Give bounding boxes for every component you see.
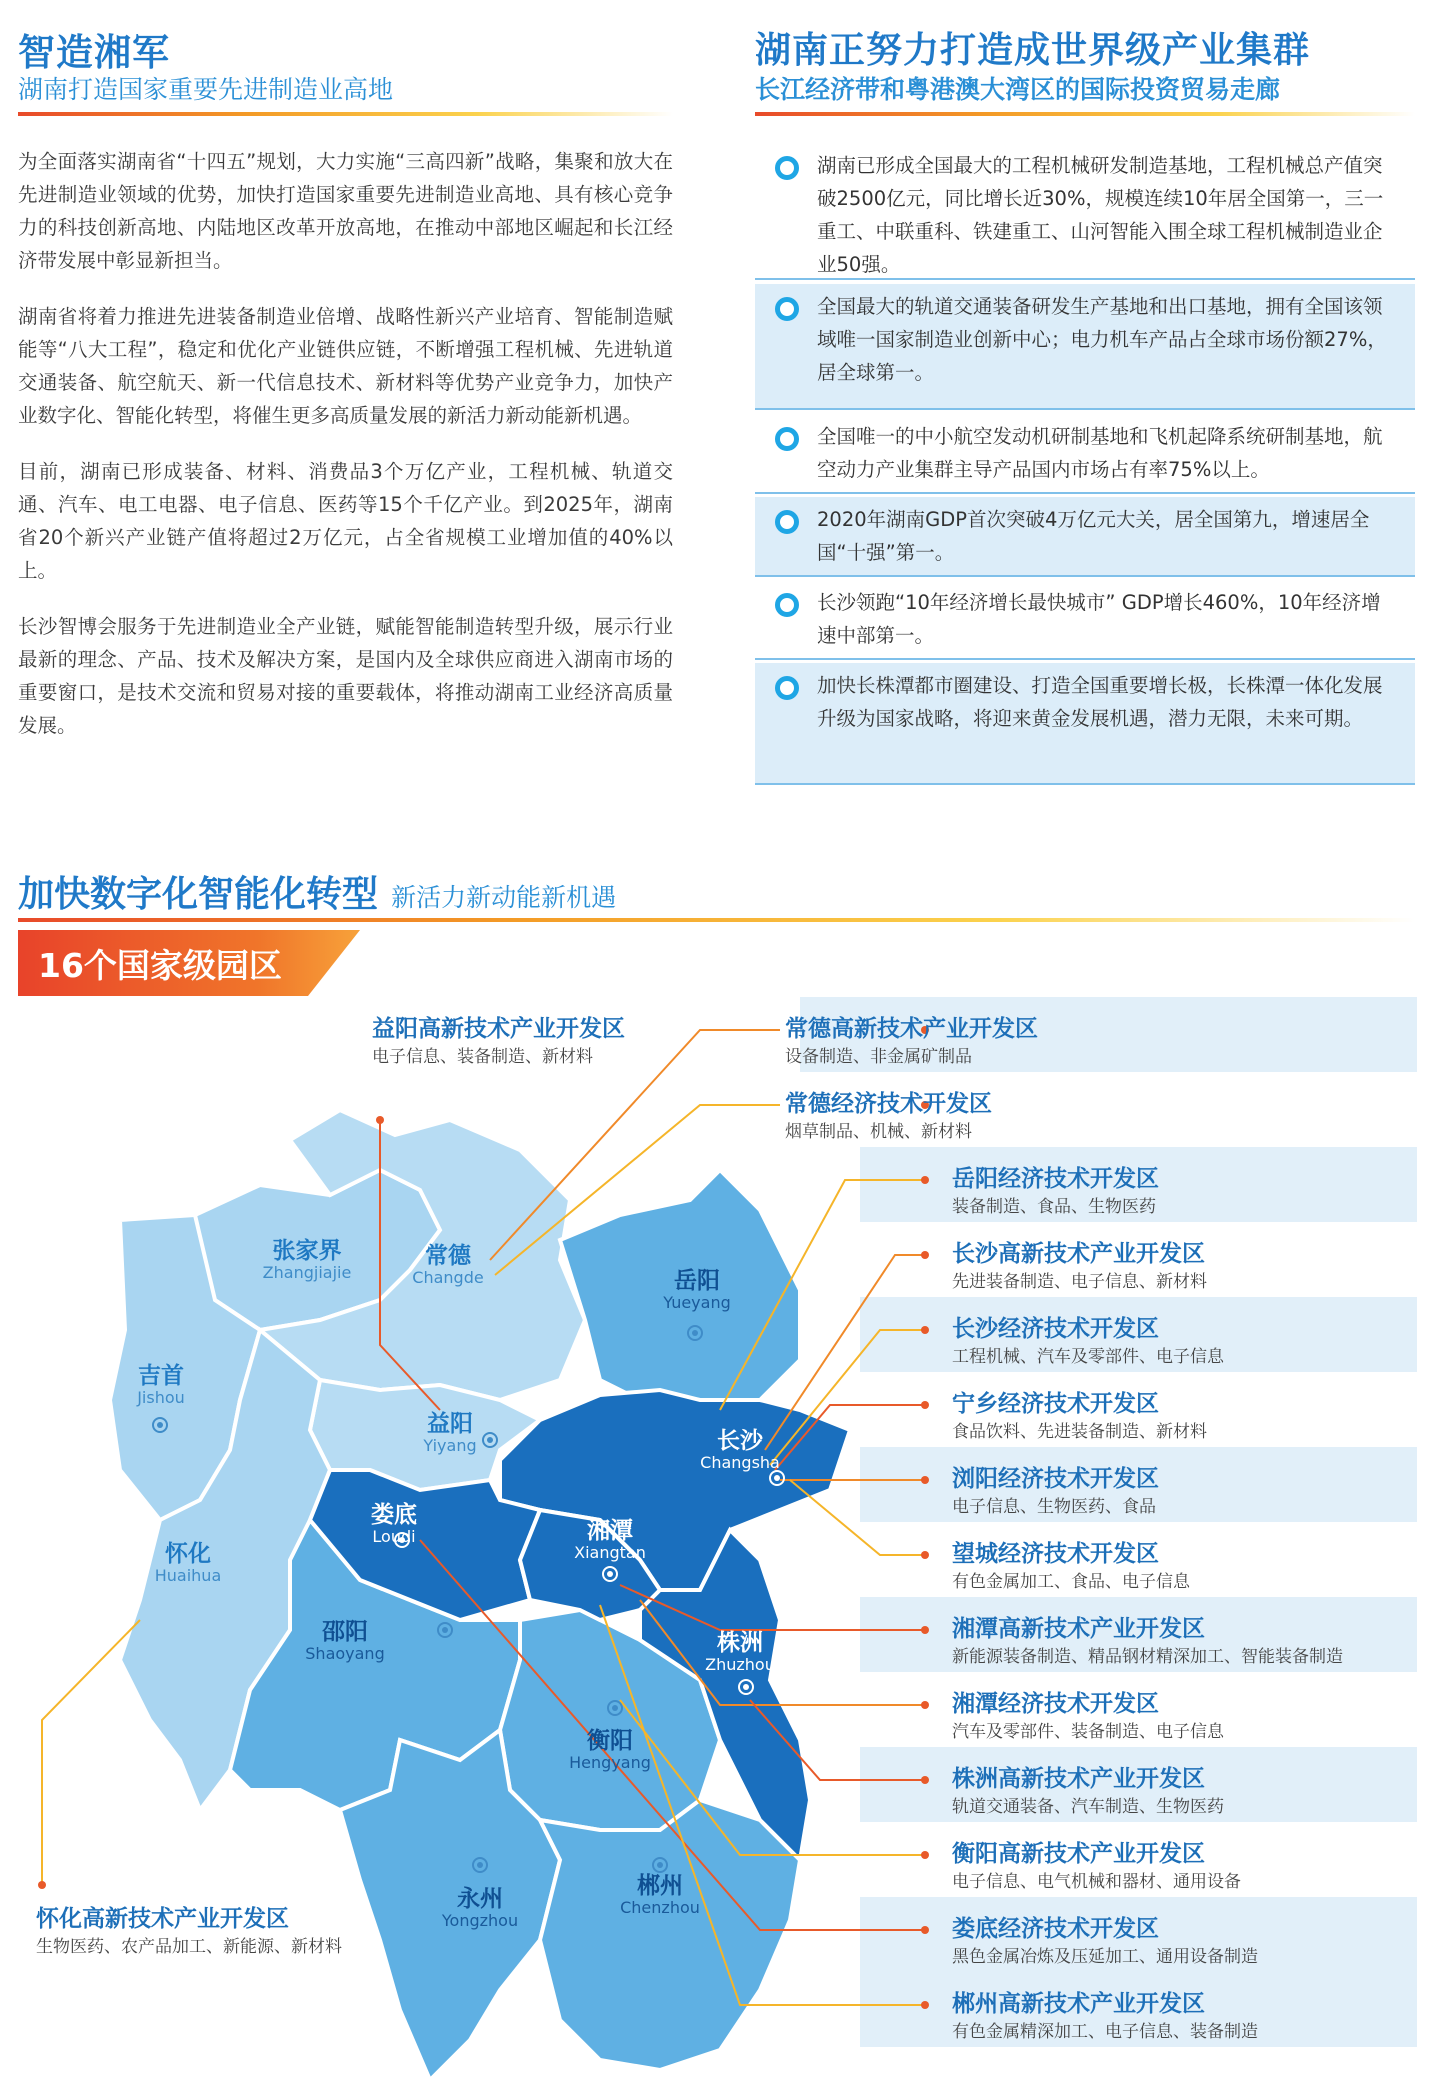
zone-industries: 电子信息、电气机械和器材、通用设备: [952, 1872, 1241, 1892]
zone-name: 怀化高新技术产业开发区: [36, 1906, 289, 1932]
bullet-ring-icon: [775, 510, 799, 534]
left-paragraph: 为全面落实湖南省“十四五”规划，大力实施“三高四新”战略，集聚和放大在先进制造业领域的优势，加快打造国家重要先进制造业高地、具有核心竞争力的科技创新高地、内陆地区改革开放高地，在推动中部地区崛起和长江经济带发展中彰显新担当。: [18, 150, 673, 272]
zone-industries: 有色金属精深加工、电子信息、装备制造: [952, 2022, 1258, 2042]
city-name: 邵阳: [322, 1619, 368, 1645]
leader-line: [720, 1180, 925, 1410]
section-heading: [18, 866, 616, 917]
left-paragraph: 湖南省将着力推进先进装备制造业倍增、战略性新兴产业培育、智能制造赋能等“八大工程”，稳定和优化产业链供应链，不断增强工程机械、先进轨道交通装备、航空航天、新一代信息技术、新材料等优势产业竞争力，加快产业数字化、智能化转型，将催生更多高质量发展的新活力新动能新机遇。: [18, 305, 673, 427]
zone-industries: 烟草制品、机械、新材料: [785, 1122, 972, 1142]
city-pinyin: Chenzhou: [620, 1898, 700, 1917]
city-pinyin: Changde: [412, 1268, 484, 1287]
fact-item: [755, 284, 1415, 410]
zone-industries: 有色金属加工、食品、电子信息: [952, 1572, 1190, 1592]
zone-name: 湘潭高新技术产业开发区: [952, 1616, 1205, 1642]
left-paragraph: 目前，湖南已形成装备、材料、消费品3个万亿产业，工程机械、轨道交通、汽车、电工电器、电子信息、医药等15个千亿产业。到2025年，湖南省20个新兴产业链产值将超过2万亿元，占全省规模工业增加值的40%以上。: [18, 460, 673, 582]
leader-dot: [921, 1401, 929, 1409]
fact-item: [755, 580, 1415, 660]
leader-line: [790, 1480, 925, 1555]
city-label-chenzhou: [620, 1867, 700, 1917]
zone-industries: 工程机械、汽车及零部件、电子信息: [952, 1347, 1224, 1367]
city-label-zhangjiajie: [263, 1232, 352, 1282]
city-name: 湘潭: [586, 1518, 633, 1544]
city-name: 岳阳: [674, 1268, 720, 1294]
fact-item: [755, 497, 1415, 577]
zone-name: 常德经济技术开发区: [785, 1091, 992, 1117]
zone-name: 娄底经济技术开发区: [952, 1916, 1159, 1942]
city-pinyin: Shaoyang: [305, 1644, 385, 1663]
zone-name: 湘潭经济技术开发区: [952, 1691, 1159, 1717]
city-name: 怀化: [164, 1541, 211, 1567]
city-name: 长沙: [716, 1428, 763, 1454]
city-pinyin: Yiyang: [423, 1436, 477, 1455]
city-label-xiangtan: [574, 1512, 646, 1562]
city-pinyin: Loudi: [372, 1527, 416, 1546]
fact-text: 2020年湖南GDP首次突破4万亿元大关，居全国第九，增速居全国“十强”第一。: [817, 508, 1370, 564]
zone-name: 株洲高新技术产业开发区: [952, 1766, 1205, 1792]
city-label-yiyang: [423, 1405, 476, 1455]
zone-name: 宁乡经济技术开发区: [952, 1391, 1159, 1417]
zone-industries: 新能源装备制造、精品钢材精深加工、智能装备制造: [952, 1647, 1343, 1667]
leader-line: [42, 1620, 140, 1885]
zone-industries: 先进装备制造、电子信息、新材料: [952, 1272, 1207, 1292]
leader-dot: [921, 1926, 929, 1934]
city-label-shaoyang: [305, 1613, 384, 1663]
zone-name: 长沙高新技术产业开发区: [952, 1241, 1205, 1267]
park-count-badge: [18, 930, 360, 996]
section-subtitle: 新活力新动能新机遇: [391, 883, 617, 912]
leader-line: [770, 1330, 925, 1465]
left-body: [18, 145, 673, 765]
fact-item: [755, 414, 1415, 494]
city-pinyin: Changsha: [700, 1453, 780, 1472]
zone-industries: 生物医药、农产品加工、新能源、新材料: [36, 1937, 342, 1957]
city-pinyin: Xiangtan: [574, 1543, 646, 1562]
zone-name: 岳阳经济技术开发区: [952, 1166, 1159, 1192]
zone-name: 长沙经济技术开发区: [952, 1316, 1159, 1342]
left-subtitle: 湖南打造国家重要先进制造业高地: [18, 75, 394, 104]
city-label-loudi: [371, 1496, 417, 1546]
section-title-bar: [18, 918, 1415, 922]
leader-dot: [921, 1626, 929, 1634]
section-title: 加快数字化智能化转型: [18, 874, 379, 915]
leader-dot: [921, 1701, 929, 1709]
zone-industries: 装备制造、食品、生物医药: [952, 1197, 1156, 1217]
leader-dot: [921, 1326, 929, 1334]
city-pinyin: Yongzhou: [441, 1911, 519, 1930]
city-label-changde: [412, 1237, 483, 1287]
zone-industries: 汽车及零部件、装备制造、电子信息: [952, 1722, 1224, 1742]
city-name: 永州: [456, 1886, 503, 1912]
leader-dot: [921, 1776, 929, 1784]
left-paragraph: 长沙智博会服务于先进制造业全产业链，赋能智能制造转型升级，展示行业最新的理念、产品、技术及解决方案，是国内及全球供应商进入湖南市场的重要窗口，是技术交流和贸易对接的重要载体，将推动湖南工业经济高质量发展。: [18, 615, 673, 737]
city-label-yongzhou: [442, 1880, 518, 1930]
city-name: 吉首: [137, 1363, 184, 1389]
fact-item: [755, 143, 1415, 280]
zone-industries: 电子信息、装备制造、新材料: [372, 1047, 593, 1067]
zone-name: 浏阳经济技术开发区: [952, 1466, 1159, 1492]
zone-name: 常德高新技术产业开发区: [785, 1016, 1038, 1042]
city-name: 株洲: [717, 1630, 763, 1656]
leader-dot: [38, 1881, 46, 1889]
city-pinyin: Hengyang: [569, 1753, 651, 1772]
leader-line: [750, 1700, 925, 1780]
bullet-ring-icon: [775, 156, 799, 180]
city-label-zhuzhou: [705, 1624, 775, 1674]
fact-text: 湖南已形成全国最大的工程机械研发制造基地，工程机械总产值突破2500亿元，同比增长近30%，规模连续10年居全国第一，三一重工、中联重科、铁建重工、山河智能入围全球工程机械制造业企业50强。: [817, 154, 1384, 276]
right-title: 湖南正努力打造成世界级产业集群: [755, 30, 1311, 71]
leader-line: [775, 1405, 925, 1470]
leader-dot: [921, 1476, 929, 1484]
fact-text: 长沙领跑“10年经济增长最快城市” GDP增长460%，10年经济增速中部第一。: [817, 591, 1381, 647]
city-name: 益阳: [427, 1411, 473, 1437]
zone-industries: 电子信息、生物医药、食品: [952, 1497, 1156, 1517]
leader-dot: [921, 1176, 929, 1184]
fact-text: 全国唯一的中小航空发动机研制基地和飞机起降系统研制基地，航空动力产业集群主导产品国内市场占有率75%以上。: [817, 425, 1383, 481]
city-name: 衡阳: [587, 1728, 633, 1754]
city-name: 张家界: [272, 1238, 342, 1264]
leader-line: [620, 1700, 925, 1855]
bullet-ring-icon: [775, 593, 799, 617]
zone-name: 益阳高新技术产业开发区: [372, 1016, 625, 1042]
city-label-hengyang: [569, 1722, 651, 1772]
fact-text: 全国最大的轨道交通装备研发生产基地和出口基地，拥有全国该领域唯一国家制造业创新中心；电力机车产品占全球市场份额27%，居全球第一。: [817, 295, 1387, 384]
bullet-ring-icon: [775, 297, 799, 321]
city-label-yueyang: [663, 1262, 731, 1312]
city-pinyin: Zhangjiajie: [262, 1263, 352, 1282]
city-name: 常德: [424, 1243, 471, 1269]
zone-industries: 黑色金属冶炼及压延加工、通用设备制造: [952, 1947, 1258, 1967]
zone-industries: 设备制造、非金属矿制品: [785, 1047, 972, 1067]
leader-line: [640, 1600, 925, 1705]
leader-dot: [921, 1851, 929, 1859]
left-title-bar: [18, 112, 673, 116]
left-title: 智造湘军: [18, 31, 170, 74]
city-pinyin: Jishou: [137, 1388, 185, 1407]
city-label-changsha: [700, 1422, 780, 1472]
leader-dot: [921, 2001, 929, 2009]
right-subtitle: 长江经济带和粤港澳大湾区的国际投资贸易走廊: [755, 75, 1281, 104]
zone-name: 郴州高新技术产业开发区: [952, 1991, 1205, 2017]
city-name: 娄底: [371, 1502, 417, 1528]
leader-line: [495, 1105, 780, 1275]
bullet-ring-icon: [775, 676, 799, 700]
city-pinyin: Huaihua: [154, 1566, 222, 1585]
leader-dot: [921, 1251, 929, 1259]
city-label-jishou: [137, 1357, 185, 1407]
zone-name: 衡阳高新技术产业开发区: [952, 1841, 1205, 1867]
leader-dot: [921, 1551, 929, 1559]
city-pinyin: Yueyang: [663, 1293, 731, 1312]
city-name: 郴州: [636, 1873, 683, 1899]
zone-industries: 轨道交通装备、汽车制造、生物医药: [952, 1797, 1224, 1817]
city-label-huaihua: [155, 1535, 222, 1585]
badge-text: 16个国家级园区: [38, 946, 282, 985]
fact-text: 加快长株潭都市圈建设、打造全国重要增长极，长株潭一体化发展升级为国家战略，将迎来黄金发展机遇，潜力无限，未来可期。: [817, 674, 1383, 730]
fact-item: [755, 663, 1415, 785]
right-title-bar: [755, 112, 1415, 116]
zone-name: 望城经济技术开发区: [952, 1541, 1159, 1567]
leader-dot: [376, 1116, 384, 1124]
zone-industries: 食品饮料、先进装备制造、新材料: [952, 1422, 1207, 1442]
city-pinyin: Zhuzhou: [705, 1655, 775, 1674]
bullet-ring-icon: [775, 427, 799, 451]
